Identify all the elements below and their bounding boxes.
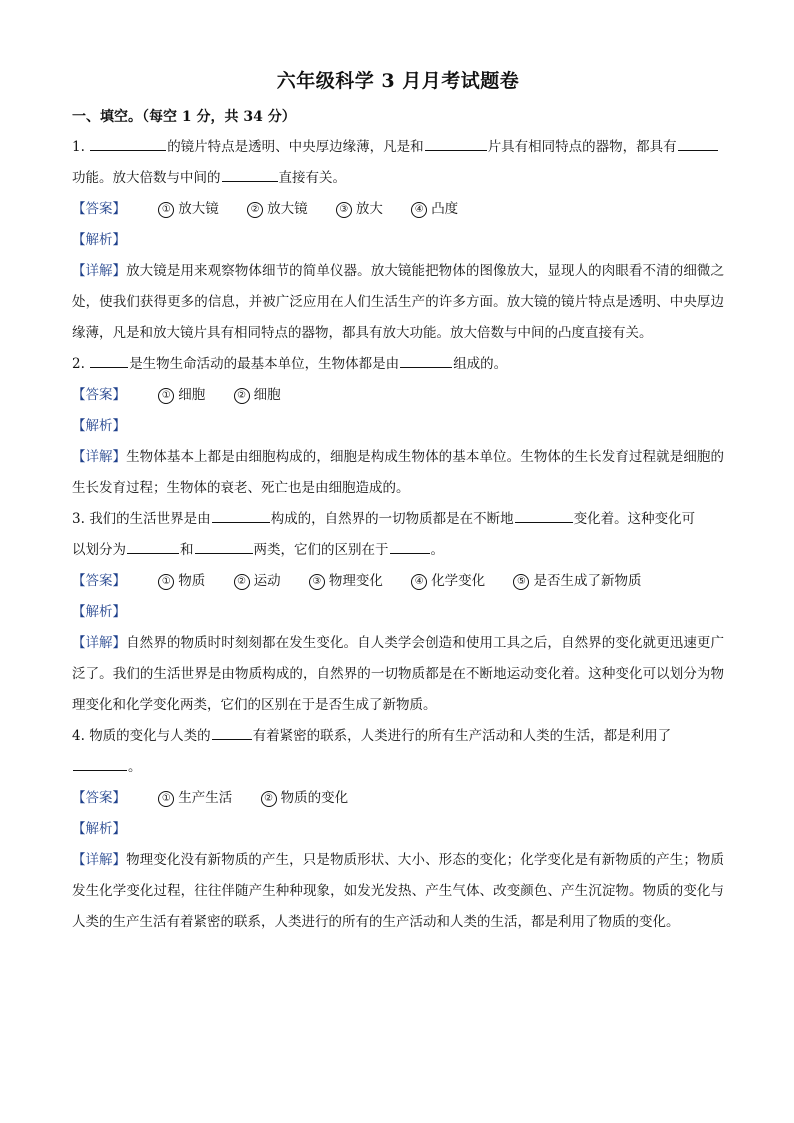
answer-item: ② 放大镜 (247, 194, 308, 225)
answer-blank[interactable] (425, 137, 487, 151)
question-3-line-1: 3. 我们的生活世界是由 构成的，自然界的一切物质都是在不断地 变化着。这种变化可 (72, 511, 696, 527)
page-title: 六年级科学 3 月月考试题卷 (276, 70, 520, 92)
answer-item: ② 细胞 (234, 380, 281, 411)
answer-item: ① 放大镜 (158, 194, 219, 225)
analysis-label-row (72, 411, 724, 442)
detail-label: 【详解】 (72, 635, 126, 651)
answer-item: ③ 放大 (336, 194, 383, 225)
answer-item: ② 物质的变化 (261, 783, 349, 814)
detail-paragraph: 【详解】生物体基本上都是由细胞构成的，细胞是构成生物体的基本单位。生物体的生长发育过程就是细胞的生长发育过程；生物体的衰老、死亡也是由细胞造成的。 (72, 442, 724, 504)
answer-item: ④ 凸度 (411, 194, 458, 225)
answer-blank[interactable] (212, 509, 270, 523)
answer-item: ① 物质 (158, 566, 205, 597)
question-1-line-1: 1. 的镜片特点是透明、中央厚边缘薄，凡是和 片具有相同特点的器物，都具有 (72, 132, 724, 163)
analysis-label-row (72, 597, 724, 628)
detail-paragraph: 【详解】物理变化没有新物质的产生，只是物质形状、大小、形态的变化；化学变化是有新物质的产生；物质发生化学变化过程，往往伴随产生种种现象，如发光发热、产生气体、改变颜色、产生沉淀物。物质的变化与人类的生产生活有着紧密的联系，人类进行的所有的生产活动和人类的生活，都是利用了物质的变化。 (72, 845, 724, 938)
analysis-label-row (72, 814, 724, 845)
answer-blank[interactable] (400, 354, 452, 368)
answer-blank[interactable] (73, 757, 127, 771)
question-4-line-2: 。 (72, 752, 724, 783)
question-number: 2. (72, 356, 85, 372)
answer-row (72, 783, 724, 814)
answer-item: ④ 化学变化 (411, 566, 485, 597)
detail-paragraph: 【详解】放大镜是用来观察物体细节的简单仪器。放大镜能把物体的图像放大，显现人的肉眼看不清的细微之处，使我们获得更多的信息，并被广泛应用在人们生活生产的许多方面。放大镜的镜片特点是透明、中央厚边缘薄，凡是和放大镜片具有相同特点的器物，都具有放大功能。放大倍数与中间的凸度直接有关。 (72, 256, 724, 349)
analysis-label-row (72, 225, 724, 256)
answer-label: 【答案】 (72, 790, 126, 806)
question-3-line-2: 以划分为 和 两类，它们的区别在于 。 (72, 542, 444, 558)
analysis-label: 【解析】 (72, 604, 126, 620)
answer-blank[interactable] (90, 354, 128, 368)
section-heading: 一、填空。（每空 1 分，共 34 分） (72, 109, 296, 125)
answer-blank[interactable] (127, 540, 179, 554)
detail-paragraph: 【详解】自然界的物质时时刻刻都在发生变化。自人类学会创造和使用工具之后，自然界的变化就更迅速更广泛了。我们的生活世界是由物质构成的，自然界的一切物质都是在不断地运动变化着。这种变化可以划分为物理变化和化学变化两类，它们的区别在于是否生成了新物质。 (72, 628, 724, 721)
answer-label: 【答案】 (72, 573, 126, 589)
question-4-line-1: 4. 物质的变化与人类的 有着紧密的联系，人类进行的所有生产活动和人类的生活，都是利用了 (72, 728, 672, 744)
answer-blank[interactable] (222, 168, 278, 182)
answer-label: 【答案】 (72, 201, 126, 217)
answer-item: ① 细胞 (158, 380, 205, 411)
question-number: 3. (72, 511, 85, 527)
answer-blank[interactable] (195, 540, 253, 554)
answer-blank[interactable] (90, 137, 166, 151)
detail-label: 【详解】 (72, 852, 126, 868)
detail-label: 【详解】 (72, 449, 126, 465)
analysis-label: 【解析】 (72, 418, 126, 434)
analysis-label: 【解析】 (72, 232, 126, 248)
answer-item: ⑤ 是否生成了新物质 (513, 566, 641, 597)
answer-item: ② 运动 (234, 566, 281, 597)
answer-row (72, 380, 724, 411)
question-2-line-1: 2. 是生物生命活动的最基本单位，生物体都是由 组成的。 (72, 356, 508, 372)
detail-label: 【详解】 (72, 263, 126, 279)
question-number: 4. (72, 728, 85, 744)
answer-item: ① 生产生活 (158, 783, 232, 814)
answer-blank[interactable] (390, 540, 430, 554)
answer-row (72, 566, 724, 597)
question-1-line-2: 功能。放大倍数与中间的 直接有关。 (72, 170, 346, 186)
exam-page (72, 66, 724, 938)
answer-row (72, 194, 724, 225)
answer-label: 【答案】 (72, 387, 126, 403)
answer-item: ③ 物理变化 (309, 566, 383, 597)
answer-blank[interactable] (515, 509, 573, 523)
analysis-label: 【解析】 (72, 821, 126, 837)
question-number: 1. (72, 139, 85, 155)
answer-blank[interactable] (678, 137, 718, 151)
answer-blank[interactable] (212, 726, 252, 740)
